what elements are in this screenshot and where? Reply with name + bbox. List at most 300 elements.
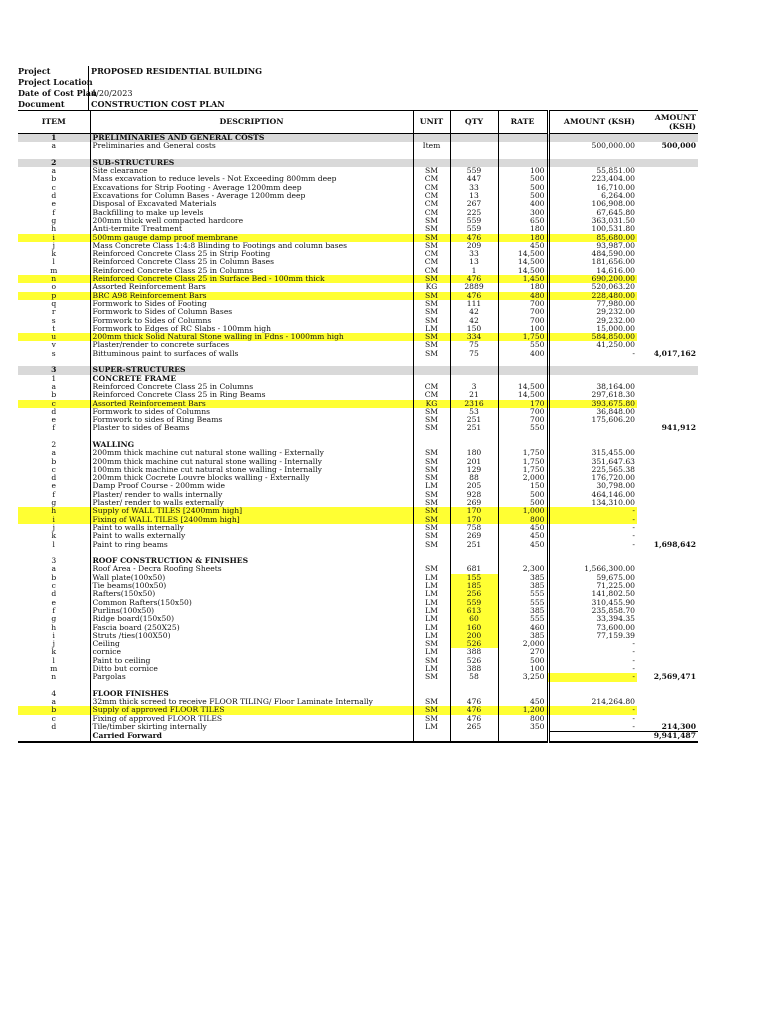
cell-qty: 53 (450, 408, 498, 416)
cell-item: g (51, 614, 57, 624)
cell-rate: 450 (498, 698, 548, 706)
cell-description: Mass Concrete Class 1:4:8 Blinding to Footings and column bases (90, 242, 413, 250)
cell-rate: 555 (498, 599, 548, 607)
cell-rate: 700 (498, 308, 548, 316)
cell-unit: LM (413, 482, 450, 490)
cell-qty: 33 (450, 250, 498, 258)
cell-item: f (52, 423, 56, 433)
cell-qty: 613 (450, 607, 498, 615)
cell-amount: 176,720.00 (548, 474, 637, 482)
cell-rate: 450 (498, 524, 548, 532)
cell-qty: 185 (450, 582, 498, 590)
cell-rate: 350 (498, 723, 548, 732)
cell-unit: KG (413, 400, 450, 408)
cell-description: 200mm thick machine cut natural stone walling - Externally (90, 449, 413, 457)
cell-description: Assorted Reinforcement Bars (90, 283, 413, 291)
cell-total: 500,000 (661, 141, 696, 151)
cell-item: d (51, 473, 57, 483)
cell-qty: 559 (450, 599, 498, 607)
cell-unit: Item (413, 142, 450, 150)
cell-qty: 3 (450, 383, 498, 391)
cell-description: Fascia board (250X25) (90, 624, 413, 632)
cell-item: n (51, 672, 57, 682)
cell-unit: CM (413, 175, 450, 183)
cell-description: 200mm thick machine cut natural stone walling - Internally (90, 458, 413, 466)
cell-qty: 681 (450, 565, 498, 573)
cell-item: 1 (51, 373, 57, 383)
cell-item: g (51, 215, 57, 225)
table-row (18, 350, 698, 358)
cell-item: e (51, 481, 56, 491)
cell-rate: 1,750 (498, 333, 548, 341)
cell-qty: 205 (450, 482, 498, 490)
meta-label: Project (18, 66, 51, 76)
cell-description: Paint to walls internally (90, 524, 413, 532)
cost-table (18, 110, 698, 743)
col-header-qty: QTY (450, 111, 498, 134)
cell-amount: 93,987.00 (548, 242, 637, 250)
cell-amount: 100,531.80 (548, 225, 637, 233)
cell-rate: 270 (498, 648, 548, 656)
cell-unit: SM (413, 242, 450, 250)
cell-item: h (51, 224, 57, 234)
cell-item: i (52, 630, 55, 640)
cell-rate: 385 (498, 607, 548, 615)
cell-qty (450, 549, 498, 557)
cell-total (637, 441, 698, 449)
cell-rate: 400 (498, 350, 548, 358)
cell-total: 2,569,471 (653, 672, 696, 682)
cell-qty (450, 134, 498, 143)
cell-description: Ditto but cornice (90, 665, 413, 673)
cell-qty: 201 (450, 458, 498, 466)
cell-item: a (51, 564, 57, 574)
cell-rate: 800 (498, 715, 548, 723)
cell-description: Plaster/ render to walls externally (90, 499, 413, 507)
cell-qty: 526 (450, 640, 498, 648)
cell-rate: 14,500 (498, 267, 548, 275)
cell-total (637, 507, 698, 515)
cell-description: Plaster/ render to walls internally (90, 491, 413, 499)
cell-amount: - (548, 516, 637, 524)
cell-amount: - (548, 715, 637, 723)
table-row (18, 541, 698, 549)
cell-qty: 42 (450, 317, 498, 325)
cell-rate: 2,300 (498, 565, 548, 573)
cell-description: Formwork to Sides of Columns (90, 317, 413, 325)
cell-description: FLOOR FINISHES (90, 690, 413, 698)
cell-description: Fixing of WALL TILES [2400mm high] (90, 516, 413, 524)
cell-item: 3 (18, 366, 90, 374)
cell-description: Ridge board(150x50) (90, 615, 413, 623)
cell-total (637, 159, 698, 167)
cell-amount: - (548, 665, 637, 673)
cell-qty: 476 (450, 715, 498, 723)
cell-amount: - (548, 640, 637, 648)
cell-unit: KG (413, 283, 450, 291)
cell-description: Disposal of Excavated Materials (90, 200, 413, 208)
cell-unit: SM (413, 449, 450, 457)
cell-rate: 450 (498, 242, 548, 250)
cell-qty (450, 682, 498, 690)
cell-total (637, 267, 698, 275)
meta-label: Date of Cost Plan (18, 88, 97, 98)
cell-item: a (51, 166, 57, 176)
cell-qty: 476 (450, 292, 498, 300)
cell-qty: 200 (450, 632, 498, 640)
cell-qty: 758 (450, 524, 498, 532)
cell-unit: SM (413, 300, 450, 308)
cell-description: WALLING (90, 441, 413, 449)
cell-total (637, 258, 698, 266)
cell-description: 32mm thick screed to receive FLOOR TILING/ Floor Laminate Internally (90, 698, 413, 706)
cell-unit: CM (413, 383, 450, 391)
cell-qty: 251 (450, 416, 498, 424)
cell-item: d (51, 406, 57, 416)
cell-total (637, 698, 698, 706)
cell-amount: 175,606.20 (548, 416, 637, 424)
cell-amount: - (548, 541, 637, 549)
cell-item: k (51, 249, 57, 259)
cell-total (637, 192, 698, 200)
cell-unit: LM (413, 325, 450, 333)
cell-rate: 100 (498, 325, 548, 333)
cell-description: Damp Proof Course - 200mm wide (90, 482, 413, 490)
cell-description: Rafters(150x50) (90, 590, 413, 598)
cell-total (637, 400, 698, 408)
cell-total (637, 607, 698, 615)
cell-qty: 559 (450, 167, 498, 175)
cell-unit: LM (413, 665, 450, 673)
cell-qty: 447 (450, 175, 498, 183)
cost-plan-sheet (18, 66, 698, 743)
cell-description: Mass excavation to reduce levels - Not Exceeding 800mm deep (90, 175, 413, 183)
cell-rate: 3,250 (498, 673, 548, 681)
cell-qty: 170 (450, 516, 498, 524)
cell-amount: 584,850.00 (548, 333, 637, 341)
cell-rate (498, 433, 548, 441)
cell-amount: 29,232.00 (548, 308, 637, 316)
meta-row (18, 99, 698, 110)
cell-total (637, 325, 698, 333)
cell-rate: 100 (498, 665, 548, 673)
cell-description: Fixing of approved FLOOR TILES (90, 715, 413, 723)
cell-qty: 388 (450, 648, 498, 656)
cell-description: Bittuminous paint to surfaces of walls (90, 350, 413, 358)
cell-item: h (51, 622, 57, 632)
cell-total (637, 574, 698, 582)
cell-description: Wall plate(100x50) (90, 574, 413, 582)
cell-rate: 500 (498, 499, 548, 507)
cell-amount (548, 433, 637, 441)
cell-amount: 14,616.00 (548, 267, 637, 275)
cell-item: b (51, 572, 57, 582)
cell-total (637, 499, 698, 507)
cell-description: Preliminaries and General costs (90, 142, 413, 150)
meta-label: Document (18, 99, 65, 109)
cell-amount (548, 151, 637, 159)
cell-unit: LM (413, 624, 450, 632)
cell-unit: LM (413, 574, 450, 582)
cell-amount: 225,565.38 (548, 466, 637, 474)
cell-total: 4,017,162 (653, 348, 696, 358)
col-header-unit: UNIT (413, 111, 450, 134)
cell-total (637, 557, 698, 565)
cell-rate (498, 134, 548, 143)
cell-total (637, 615, 698, 623)
cell-qty: 180 (450, 449, 498, 457)
cell-qty: 75 (450, 341, 498, 349)
cell-item: t (52, 323, 56, 333)
cell-description: Formwork to Sides of Column Bases (90, 308, 413, 316)
cell-total (637, 549, 698, 557)
cell-amount: 464,146.00 (548, 491, 637, 499)
cell-item: r (51, 307, 56, 317)
col-header-item: ITEM (18, 111, 90, 134)
cell-amount: 141,802.50 (548, 590, 637, 598)
cell-unit: SM (413, 167, 450, 175)
meta-value: PROPOSED RESIDENTIAL BUILDING (88, 66, 262, 77)
cell-qty (450, 151, 498, 159)
cell-unit: SM (413, 474, 450, 482)
cell-unit (413, 549, 450, 557)
table-row (18, 142, 698, 150)
cell-total: 941,912 (661, 423, 696, 433)
cell-rate (498, 366, 548, 374)
cell-total (637, 648, 698, 656)
cell-unit: SM (413, 350, 450, 358)
cell-description: ROOF CONSTRUCTION & FINISHES (90, 557, 413, 565)
cell-total (637, 466, 698, 474)
cell-unit: SM (413, 317, 450, 325)
cell-item: b (18, 706, 90, 714)
cell-total: 9,941,487 (637, 732, 698, 742)
document-header (18, 66, 698, 110)
cell-item: 2 (18, 159, 90, 167)
cell-rate: 2,000 (498, 640, 548, 648)
cell-unit (413, 433, 450, 441)
cell-amount: - (548, 532, 637, 540)
cell-rate: 500 (498, 657, 548, 665)
cell-item: p (18, 292, 90, 300)
cell-total (637, 640, 698, 648)
cell-description: Formwork to Edges of RC Slabs - 100mm high (90, 325, 413, 333)
cell-total (637, 682, 698, 690)
cell-amount: 235,858.70 (548, 607, 637, 615)
cell-description: Tile/timber skirting internally (90, 723, 413, 732)
cell-amount: - (548, 350, 637, 358)
cell-qty: 129 (450, 466, 498, 474)
cell-amount: 500,000.00 (548, 142, 637, 150)
cell-item: e (51, 597, 56, 607)
cell-item: e (51, 199, 56, 209)
cell-rate: 450 (498, 541, 548, 549)
cell-amount (548, 732, 637, 742)
cell-description: Reinforced Concrete Class 25 in Ring Beams (90, 391, 413, 399)
cell-unit: SM (413, 225, 450, 233)
cell-description: SUPER-STRUCTURES (90, 366, 413, 374)
cell-qty: 1 (450, 267, 498, 275)
cell-amount: 351,647.63 (548, 458, 637, 466)
cell-description: BRC A98 Reinforcement Bars (90, 292, 413, 300)
cell-rate: 700 (498, 408, 548, 416)
cell-description: 100mm thick machine cut natural stone walling - Internally (90, 466, 413, 474)
cell-unit (413, 151, 450, 159)
cell-item (18, 732, 90, 742)
cell-description: Excavations for Column Bases - Average 1200mm deep (90, 192, 413, 200)
cell-amount: 315,455.00 (548, 449, 637, 457)
cell-qty: 2316 (450, 400, 498, 408)
cell-total (637, 200, 698, 208)
cell-description: Paint to ceiling (90, 657, 413, 665)
meta-label: Project Location (18, 77, 93, 87)
cell-item: d (51, 191, 57, 201)
cell-item: a (51, 448, 57, 458)
cell-qty: 267 (450, 200, 498, 208)
cell-amount (548, 424, 637, 432)
cell-unit: SM (413, 424, 450, 432)
cell-description: cornice (90, 648, 413, 656)
cell-qty (450, 142, 498, 150)
cell-total (637, 690, 698, 698)
cell-unit: SM (413, 516, 450, 524)
cell-amount: 73,600.00 (548, 624, 637, 632)
cell-qty: 251 (450, 424, 498, 432)
cell-rate (498, 549, 548, 557)
cell-amount: 520,063.20 (548, 283, 637, 291)
cell-unit: LM (413, 599, 450, 607)
cell-unit (413, 732, 450, 742)
cell-item: h (18, 507, 90, 515)
cell-unit: CM (413, 391, 450, 399)
table-header-row (18, 111, 698, 134)
cell-total (637, 491, 698, 499)
cell-description: Reinforced Concrete Class 25 in Columns (90, 383, 413, 391)
cell-rate: 800 (498, 516, 548, 524)
cell-description: Site clearance (90, 167, 413, 175)
cell-unit: CM (413, 192, 450, 200)
cell-total: 1,698,642 (653, 539, 696, 549)
cell-unit: SM (413, 698, 450, 706)
cell-description: Reinforced Concrete Class 25 in Column Bases (90, 258, 413, 266)
cell-description: Roof Area - Decra Roofing Sheets (90, 565, 413, 573)
cell-qty (450, 433, 498, 441)
cell-total (637, 292, 698, 300)
cell-rate (498, 358, 548, 366)
cell-amount: 71,225.00 (548, 582, 637, 590)
cell-qty: 476 (450, 234, 498, 242)
cell-unit: SM (413, 308, 450, 316)
cell-amount: 41,250.00 (548, 341, 637, 349)
col-header-total: AMOUNT (KSH) (637, 111, 698, 134)
cell-item: o (51, 282, 57, 292)
cell-rate: 100 (498, 167, 548, 175)
cell-total (637, 632, 698, 640)
cell-rate (498, 682, 548, 690)
cell-amount: - (548, 524, 637, 532)
col-header-amount: AMOUNT (KSH) (548, 111, 637, 134)
cell-description: Ceiling (90, 640, 413, 648)
cell-rate: 180 (498, 283, 548, 291)
cell-rate: 460 (498, 624, 548, 632)
cell-item: 3 (51, 556, 57, 566)
cell-amount: 134,310.00 (548, 499, 637, 507)
cell-qty: 2889 (450, 283, 498, 291)
cell-qty: 150 (450, 325, 498, 333)
cell-amount: 228,480.00 (548, 292, 637, 300)
cell-rate: 385 (498, 574, 548, 582)
table-row (18, 632, 698, 640)
meta-value: CONSTRUCTION COST PLAN (88, 99, 225, 110)
cell-total (637, 590, 698, 598)
cell-amount: 59,675.00 (548, 574, 637, 582)
table-body (18, 134, 698, 742)
cell-item: v (51, 340, 56, 350)
cell-item: j (52, 522, 55, 532)
cell-rate: 700 (498, 300, 548, 308)
cell-amount (548, 682, 637, 690)
cell-total (637, 317, 698, 325)
cell-description: Purlins(100x50) (90, 607, 413, 615)
cell-rate: 500 (498, 184, 548, 192)
cell-unit: SM (413, 541, 450, 549)
cell-unit: SM (413, 416, 450, 424)
cell-total (637, 283, 698, 291)
cell-unit: SM (413, 657, 450, 665)
cell-unit: SM (413, 217, 450, 225)
cell-total (637, 565, 698, 573)
cell-rate: 1,200 (498, 706, 548, 714)
meta-row (18, 66, 698, 77)
cell-total (637, 300, 698, 308)
cell-item: g (51, 498, 57, 508)
cell-description: Pargolas (90, 673, 413, 681)
cell-amount: 690,200.00 (548, 275, 637, 283)
cell-total (637, 234, 698, 242)
cell-amount: 393,675.80 (548, 400, 637, 408)
cell-item: f (52, 489, 56, 499)
cell-unit: SM (413, 333, 450, 341)
cell-amount: 16,710.00 (548, 184, 637, 192)
cell-qty: 75 (450, 350, 498, 358)
cell-unit: SM (413, 292, 450, 300)
cell-total (637, 151, 698, 159)
cell-unit: SM (413, 234, 450, 242)
cell-amount: - (548, 673, 637, 681)
cell-item: m (50, 664, 58, 673)
cell-total (637, 516, 698, 524)
cell-unit: SM (413, 673, 450, 681)
cell-total (637, 599, 698, 607)
cell-item: u (18, 333, 90, 341)
cell-qty: 155 (450, 574, 498, 582)
cell-rate: 1,750 (498, 466, 548, 474)
cell-amount: 214,264.80 (548, 698, 637, 706)
col-header-rate: RATE (498, 111, 548, 134)
cell-rate: 150 (498, 482, 548, 490)
cell-unit: LM (413, 648, 450, 656)
cell-total (637, 275, 698, 283)
cell-item: s (51, 348, 56, 358)
cell-description: 200mm thick Cocrete Louvre blocks walling - Externally (90, 474, 413, 482)
cell-total (637, 433, 698, 441)
cell-item: c (51, 713, 56, 723)
cell-unit: CM (413, 209, 450, 217)
col-header-description: DESCRIPTION (90, 111, 413, 134)
cell-qty: 476 (450, 698, 498, 706)
cell-item: e (51, 415, 56, 425)
cell-total (637, 167, 698, 175)
